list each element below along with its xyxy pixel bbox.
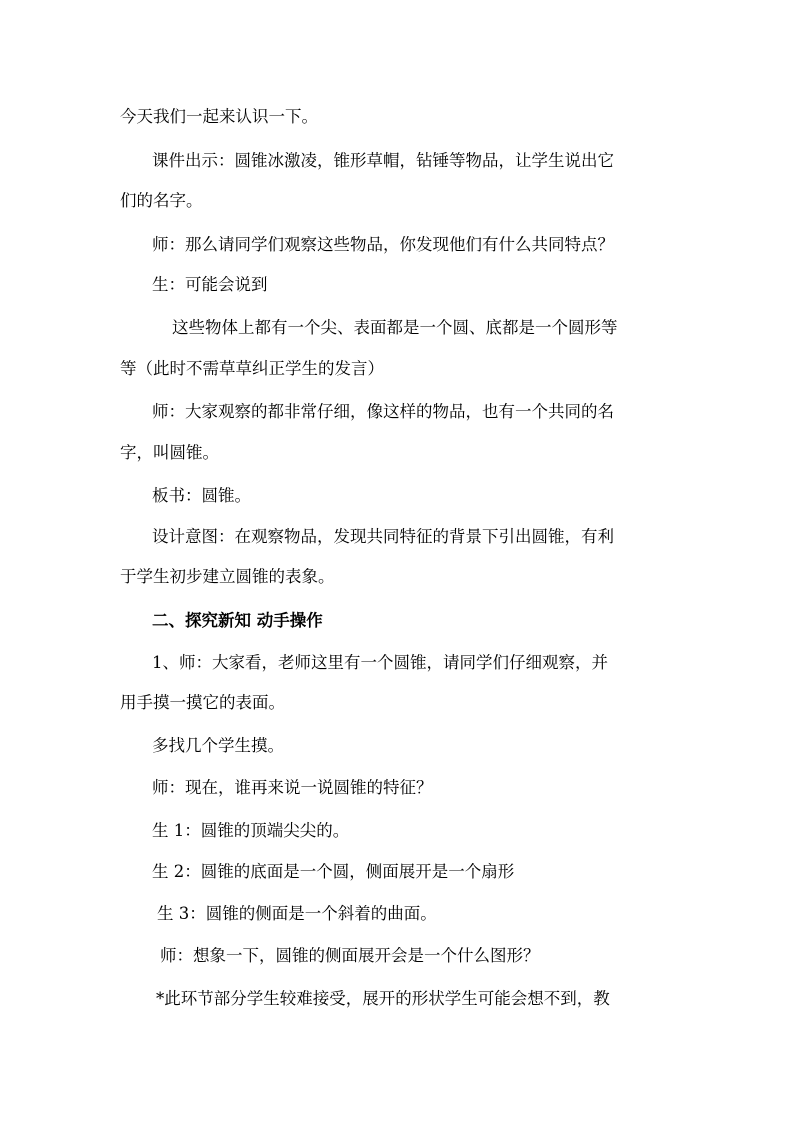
- text-line-10: 板书：圆锥。: [152, 486, 251, 505]
- text-line-12: 于学生初步建立圆锥的表象。: [120, 567, 335, 586]
- text-line-20: 生 3：圆锥的侧面是一个斜着的曲面。: [157, 904, 437, 923]
- text-line-4: 师：那么请同学们观察这些物品，你发现他们有什么共同特点？: [152, 235, 614, 254]
- text-line-16: 多找几个学生摸。: [152, 736, 284, 755]
- text-line-2: 课件出示：圆锥冰激凌，锥形草帽，钻锤等物品，让学生说出它: [152, 151, 614, 170]
- text-line-6: 这些物体上都有一个尖、表面都是一个圆、底都是一个圆形等: [172, 318, 618, 337]
- text-line-3: 们的名字。: [120, 191, 203, 210]
- text-line-22: *此环节部分学生较难接受，展开的形状学生可能会想不到，教: [156, 989, 610, 1008]
- text-line-19: 生 2：圆锥的底面是一个圆，侧面展开是一个扇形: [152, 862, 515, 881]
- text-line-7: 等（此时不需草草纠正学生的发言）: [120, 359, 384, 378]
- text-line-15: 用手摸一摸它的表面。: [120, 693, 285, 712]
- text-line-8: 师：大家观察的都非常仔细，像这样的物品，也有一个共同的名: [152, 402, 614, 421]
- section-heading: 二、探究新知 动手操作: [152, 611, 323, 630]
- text-line-21: 师：想象一下，圆锥的侧面展开会是一个什么图形？: [160, 946, 540, 965]
- text-line-17: 师：现在，谁再来说一说圆锥的特征？: [152, 778, 433, 797]
- text-line-11: 设计意图：在观察物品，发现共同特征的背景下引出圆锥，有利: [152, 527, 614, 546]
- text-line-1: 今天我们一起来认识一下。: [120, 107, 318, 126]
- text-line-18: 生 1：圆锥的顶端尖尖的。: [152, 821, 350, 840]
- text-line-5: 生：可能会说到: [152, 275, 268, 294]
- text-line-9: 字，叫圆锥。: [120, 443, 219, 462]
- text-line-14: 1、师：大家看，老师这里有一个圆锥，请同学们仔细观察，并: [152, 653, 608, 672]
